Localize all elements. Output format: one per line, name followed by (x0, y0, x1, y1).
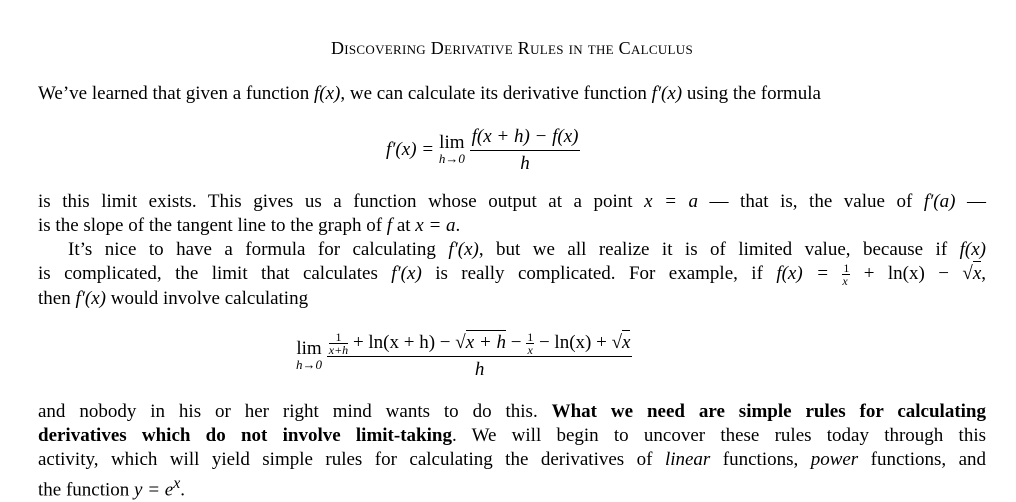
text-line: the function $y = e^x$. (38, 475, 185, 501)
text-line: is complicated, the limit that calculates f′(x) is really complicated. For example, if f(x) = $\frac{1}{x}$ + ln(x) − √x, (38, 261, 986, 289)
text-line: is the slope of the tangent line to the graph of f at x = a. (38, 215, 461, 236)
text-line: is this limit exists. This gives us a function whose output at a point x = a — that is, the value of f′(a) — (38, 191, 986, 212)
paragraph-intro (38, 82, 986, 106)
difference-quotient: $\frac{f(x + h) - f(x)}{h}$ (471, 126, 579, 174)
paragraph-limit-meaning (38, 190, 986, 238)
derivative-definition-equation: f′(x) = lim h→0 $\frac{f(x + h) - f(x)}{h}$ (386, 124, 580, 177)
text-line: It’s nice to have a formula for calculating f′(x), but we all realize it is of limited value, because if f(x) (68, 239, 986, 260)
paragraph-goal (38, 400, 986, 502)
text-line: then f′(x) would involve calculating (38, 288, 309, 310)
limit-operator: lim h→0 (438, 131, 465, 166)
text-line: activity, which will yield simple rules for calculating the derivatives of linear functions, power functions, and (38, 449, 986, 470)
limit-expansion-equation (296, 330, 632, 383)
document-title: Discovering Derivative Rules in the Calculus (330, 38, 694, 58)
paragraph-complicated-example (38, 238, 986, 311)
text-line: derivatives which do not involve limit-taking. We will begin to uncover these rules today through this (38, 425, 986, 446)
expanded-difference-quotient: $\frac{1}{x+h}$ + ln(x + h) − √x + h − $\frac{1}{x}$ − ln(x) + √x h (328, 330, 631, 381)
text-line: We’ve learned that given a function f(x), we can calculate its derivative function f′(x) using the formula (38, 83, 821, 104)
text-line: and nobody in his or her right mind wants to do this. What we need are simple rules for calculating (38, 401, 986, 422)
limit-operator: lim h→0 (296, 337, 322, 372)
